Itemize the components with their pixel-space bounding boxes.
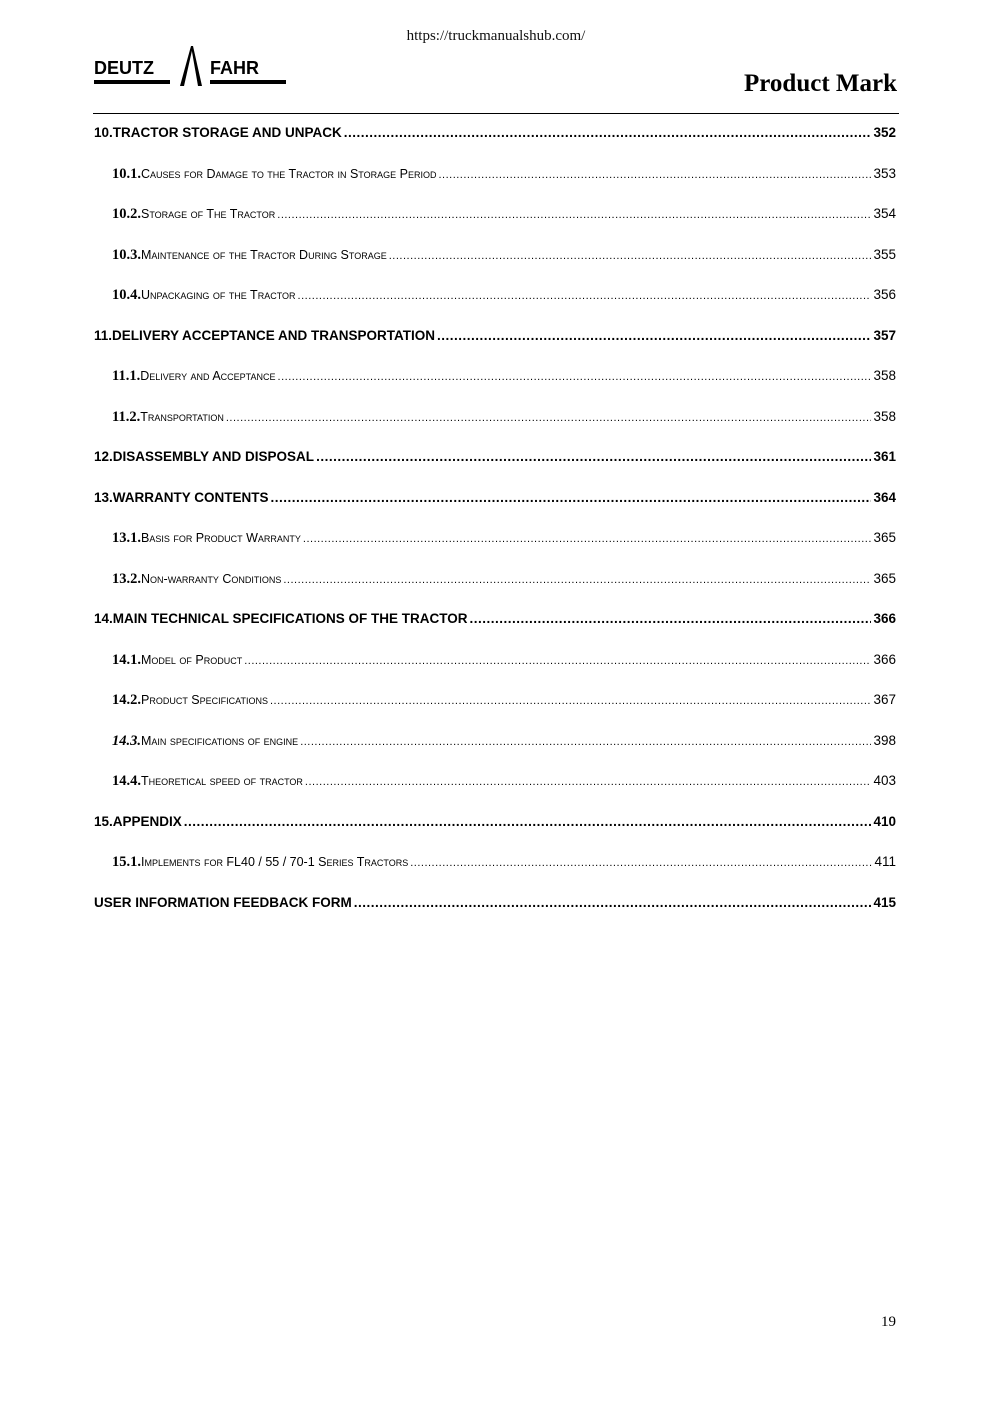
page-number: 19 (881, 1314, 896, 1330)
toc-entry-number: 10.4. (112, 287, 141, 303)
toc-entry-number: 10.1. (112, 165, 141, 182)
toc-entry-page: 398 (873, 732, 896, 748)
toc-entry-page: 366 (873, 611, 896, 626)
toc-entry-page: 411 (874, 854, 896, 869)
dot-leader (438, 169, 871, 181)
toc-entry[interactable] (94, 328, 896, 369)
dot-leader (410, 857, 872, 869)
toc-entry-title: 14.MAIN TECHNICAL SPECIFICATIONS OF THE TRACTOR (94, 611, 468, 626)
dot-leader (298, 290, 872, 302)
dot-leader (278, 371, 872, 383)
toc-entry-title: USER INFORMATION FEEDBACK FORM (94, 894, 352, 910)
toc-entry-number: 14.2. (112, 692, 141, 708)
toc-entry[interactable] (94, 530, 896, 571)
toc-entry-page: 352 (873, 125, 896, 140)
toc-entry-page: 353 (873, 165, 896, 181)
toc-entry-page: 367 (873, 692, 896, 707)
toc-entry[interactable] (94, 814, 896, 855)
toc-entry[interactable] (94, 449, 896, 490)
dot-leader (244, 655, 871, 667)
dot-leader (270, 695, 871, 707)
toc-entry-title: Basis for Product Warranty (141, 531, 301, 545)
toc-entry-number: 14.1. (112, 651, 141, 668)
dot-leader (470, 611, 872, 626)
toc-entry-title: Main specifications of engine (141, 733, 299, 748)
toc-entry-page: 355 (873, 246, 896, 262)
toc-entry[interactable] (94, 733, 896, 774)
toc-entry-number: 10.3. (112, 246, 141, 263)
toc-entry-number: 11.1. (112, 368, 141, 384)
toc-entry[interactable] (94, 611, 896, 652)
toc-entry-title: 15.APPENDIX (94, 813, 182, 829)
toc-entry-page: 365 (873, 530, 896, 545)
toc-entry[interactable] (94, 490, 896, 531)
table-of-contents (94, 125, 896, 935)
toc-entry-title: Model of Product (141, 652, 243, 667)
toc-entry-page: 366 (873, 651, 896, 667)
toc-entry-page: 356 (873, 287, 896, 302)
toc-entry[interactable] (94, 206, 896, 247)
toc-entry-page: 365 (873, 570, 896, 586)
toc-entry-title: 11.DELIVERY ACCEPTANCE AND TRANSPORTATION (94, 327, 436, 343)
toc-entry-number: 13.2. (112, 570, 141, 587)
toc-entry[interactable] (94, 166, 896, 207)
dot-leader (300, 736, 871, 748)
toc-entry[interactable] (94, 247, 896, 288)
toc-entry-page: 364 (873, 489, 896, 505)
toc-entry[interactable] (94, 692, 896, 733)
toc-entry-title: Storage of The Tractor (141, 207, 276, 221)
toc-entry-title: Transportation (140, 409, 224, 424)
toc-entry[interactable] (94, 409, 896, 450)
toc-entry-title: Maintenance of the Tractor During Storage (141, 247, 387, 262)
dot-leader (271, 490, 872, 505)
dot-leader (305, 776, 872, 788)
deutz-fahr-logo (94, 44, 288, 90)
toc-entry[interactable] (94, 773, 896, 814)
toc-entry-title: 13.WARRANTY CONTENTS (94, 489, 269, 505)
toc-entry-title: Non-warranty Conditions (141, 571, 282, 586)
dot-leader (437, 328, 871, 343)
toc-entry-title: Implements for FL40 / 55 / 70-1 Series Tractors (141, 855, 409, 869)
dot-leader (389, 250, 872, 262)
toc-entry-page: 403 (873, 773, 896, 788)
page-title: Product Mark (744, 70, 897, 97)
dot-leader (303, 533, 872, 545)
toc-entry-page: 361 (873, 449, 896, 464)
toc-entry-number: 14.4. (112, 773, 141, 789)
toc-entry[interactable] (94, 287, 896, 328)
toc-entry-page: 415 (873, 894, 896, 910)
toc-entry-title: Product Specifications (141, 693, 268, 707)
toc-entry-title: Delivery and Acceptance (140, 369, 276, 383)
toc-entry[interactable] (94, 368, 896, 409)
toc-entry[interactable] (94, 854, 896, 895)
dot-leader (344, 125, 872, 140)
toc-entry[interactable] (94, 895, 896, 936)
header-divider (93, 113, 899, 114)
dot-leader (226, 412, 872, 424)
toc-entry-page: 354 (873, 206, 896, 221)
toc-entry[interactable] (94, 571, 896, 612)
toc-entry[interactable] (94, 652, 896, 693)
toc-entry-number: 10.2. (112, 206, 141, 222)
source-url: https://truckmanualshub.com/ (406, 28, 586, 44)
toc-entry-title: 10.TRACTOR STORAGE AND UNPACK (94, 125, 342, 140)
svg-text:FAHR: FAHR (210, 58, 259, 78)
dot-leader (184, 814, 872, 829)
toc-entry-page: 358 (873, 408, 896, 424)
dot-leader (283, 574, 871, 586)
toc-entry-title: Unpackaging of the Tractor (141, 288, 296, 302)
toc-entry-page: 410 (873, 813, 896, 829)
toc-entry-page: 358 (873, 368, 896, 383)
toc-entry-number: 14.3. (112, 732, 141, 749)
toc-entry[interactable] (94, 125, 896, 166)
toc-entry-title: 12.DISASSEMBLY AND DISPOSAL (94, 449, 315, 464)
svg-text:DEUTZ: DEUTZ (94, 58, 154, 78)
dot-leader (277, 209, 871, 221)
toc-entry-title: Causes for Damage to the Tractor in Storage Period (141, 166, 437, 181)
toc-entry-page: 357 (873, 327, 896, 343)
dot-leader (354, 895, 872, 910)
toc-entry-title: Theoretical speed of tractor (141, 774, 303, 788)
toc-entry-number: 15.1. (112, 854, 141, 870)
toc-entry-number: 11.2. (112, 408, 141, 425)
dot-leader (316, 449, 871, 464)
toc-entry-number: 13.1. (112, 530, 141, 546)
